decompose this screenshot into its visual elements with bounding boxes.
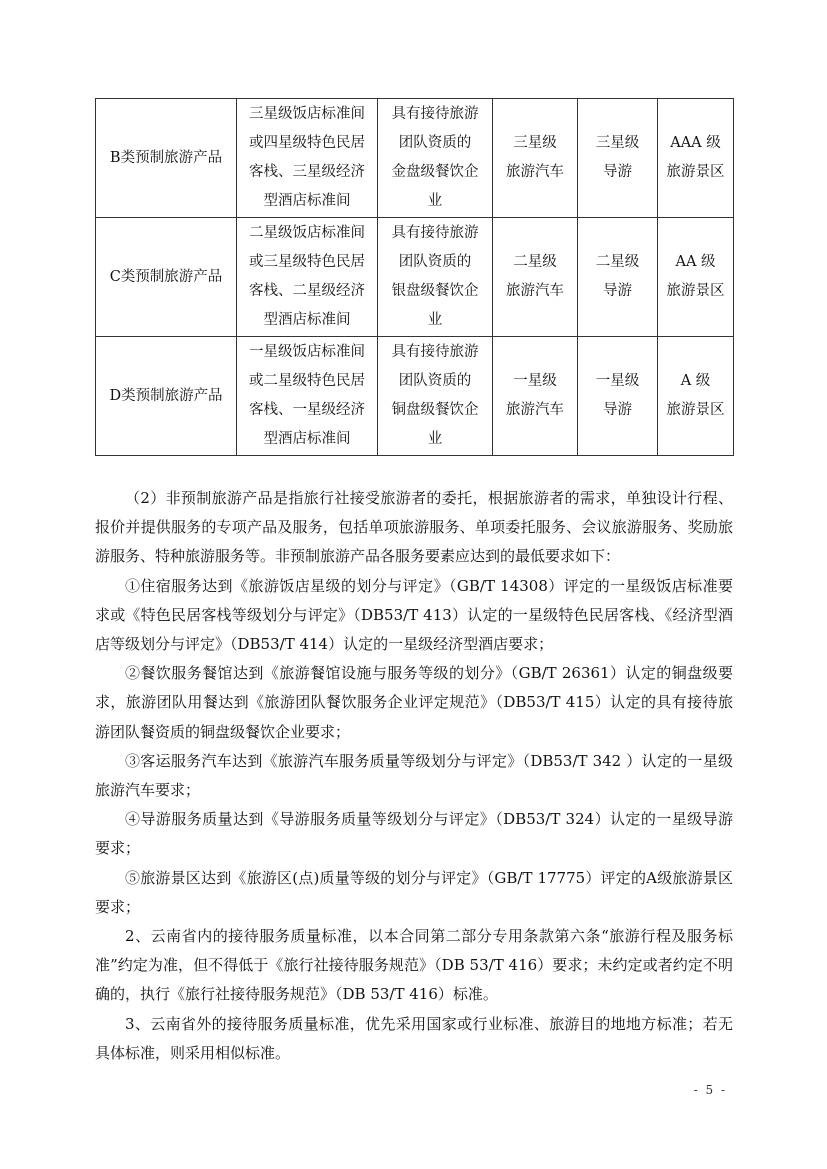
guide-cell [578, 99, 658, 218]
paragraph-yunnan-standard: 2、云南省内的接待服务质量标准，以本合同第二部分专用条款第六条“旅游行程及服务标准”约定为准，但不得低于《旅行社接待服务规范》（DB 53/T 416）要求；未约定或者约定不明确的，执行《旅行社接待服务规范》（DB 53/T 416）标准。 [95, 927, 733, 1004]
paragraph-non-prefab-intro: （2）非预制旅游产品是指旅行社接受旅游者的委托，根据旅游者的需求，单独设计行程、报价并提供服务的专项产品及服务，包括单项旅游服务、单项委托服务、会议旅游服务、奖励旅游服务、特种旅游服务等。非预制旅游产品各服务要素应达到的最低要求如下： [95, 489, 733, 566]
cell-line: 具有接待旅游 [391, 106, 479, 122]
cell-line: 型酒店标准间 [263, 312, 351, 328]
category-cell: C类预制旅游产品 [96, 218, 237, 337]
service-standard-table [95, 98, 734, 456]
cell-line: 二星级 [595, 254, 640, 270]
scenic-cell [658, 337, 734, 456]
table-body [96, 99, 734, 456]
cell-line: AA 级 [675, 254, 716, 270]
cell-line: 三星级饭店标准间 [249, 106, 365, 122]
cell-line: AAA 级 [670, 135, 721, 151]
vehicle-cell [493, 337, 578, 456]
cell-line: 型酒店标准间 [263, 193, 351, 209]
vehicle-cell [493, 99, 578, 218]
cell-line: 金盘级餐饮企 [391, 164, 479, 180]
paragraph-scenic: ⑤旅游景区达到《旅游区(点)质量等级的划分与评定》（GB/T 17775）评定的A级旅游景区要求； [95, 868, 733, 916]
cell-line: 业 [427, 193, 443, 209]
cell-line: 客栈、二星级经济 [249, 283, 365, 299]
cell-line: 或二星级特色民居 [249, 373, 365, 389]
catering-cell [378, 99, 493, 218]
paragraph-catering: ②餐饮服务餐馆达到《旅游餐馆设施与服务等级的划分》（GB/T 26361）认定的铜盘级要求，旅游团队用餐达到《旅游团队餐饮服务企业评定规范》（DB53/T 415）认定的具有接待旅游团队餐资质的铜盘级餐饮企业要求； [95, 664, 733, 741]
cell-line: 团队资质的 [398, 373, 472, 389]
cell-line: 二星级饭店标准间 [249, 225, 365, 241]
cell-line: 一星级饭店标准间 [249, 344, 365, 360]
cell-line: 一星级 [595, 373, 640, 389]
cell-line: 型酒店标准间 [263, 431, 351, 447]
cell-line: 银盘级餐饮企 [391, 283, 479, 299]
page-number: - 5 - [693, 1083, 727, 1097]
scenic-cell [658, 99, 734, 218]
cell-line: 二星级 [513, 254, 557, 270]
cell-line: 具有接待旅游 [391, 225, 479, 241]
guide-cell [578, 337, 658, 456]
cell-line: 团队资质的 [398, 254, 472, 270]
cell-line: 或四星级特色民居 [249, 135, 365, 151]
cell-line: 导游 [603, 164, 632, 180]
paragraph-accommodation: ①住宿服务达到《旅游饭店星级的划分与评定》（GB/T 14308）评定的一星级饭店标准要求或《特色民居客栈等级划分与评定》（DB53/T 413）认定的一星级特色民居客栈、《经济型酒店等级划分与评定》（DB53/T 414）认定的一星级经济型酒店要求； [95, 576, 733, 654]
cell-line: 导游 [603, 402, 632, 418]
cell-line: 旅游汽车 [506, 164, 564, 180]
paragraph-vehicle: ③客运服务汽车达到《旅游汽车服务质量等级划分与评定》（DB53/T 342 ）认定的一星级旅游汽车要求； [95, 751, 733, 800]
cell-line: 旅游景区 [666, 402, 725, 418]
cell-line: 旅游汽车 [506, 402, 564, 418]
cell-line: 团队资质的 [398, 135, 472, 151]
accommodation-cell [237, 99, 378, 218]
guide-cell [578, 218, 658, 337]
cell-line: 业 [427, 312, 443, 328]
cell-line: 或三星级特色民居 [249, 254, 365, 270]
accommodation-cell [237, 218, 378, 337]
cell-line: 一星级 [513, 373, 557, 389]
table-row [96, 337, 734, 456]
catering-cell [378, 218, 493, 337]
cell-line: 客栈、一星级经济 [249, 402, 365, 418]
cell-line: 导游 [603, 283, 632, 299]
cell-line: 旅游景区 [666, 164, 725, 180]
paragraph-guide: ④导游服务质量达到《导游服务质量等级划分与评定》（DB53/T 324）认定的一星级导游要求； [95, 810, 733, 858]
cell-line: 业 [427, 431, 443, 447]
cell-line: 旅游景区 [666, 283, 725, 299]
cell-line: 三星级 [595, 135, 640, 151]
paragraph-outside-standard: 3、云南省外的接待服务质量标准，优先采用国家或行业标准、旅游目的地地方标准；若无具体标准，则采用相似标准。 [95, 1014, 733, 1062]
cell-line: 旅游汽车 [506, 283, 564, 299]
vehicle-cell [493, 218, 578, 337]
table-row [96, 218, 734, 337]
category-cell: D类预制旅游产品 [96, 337, 237, 456]
cell-line: A 级 [680, 373, 711, 389]
catering-cell [378, 337, 493, 456]
cell-line: 客栈、三星级经济 [249, 164, 365, 180]
scenic-cell [658, 218, 734, 337]
category-cell: B类预制旅游产品 [96, 99, 237, 218]
cell-line: 三星级 [513, 135, 557, 151]
accommodation-cell [237, 337, 378, 456]
table-row [96, 99, 734, 218]
body-text [95, 484, 733, 1068]
cell-line: 具有接待旅游 [391, 344, 479, 360]
cell-line: 铜盘级餐饮企 [391, 402, 479, 418]
